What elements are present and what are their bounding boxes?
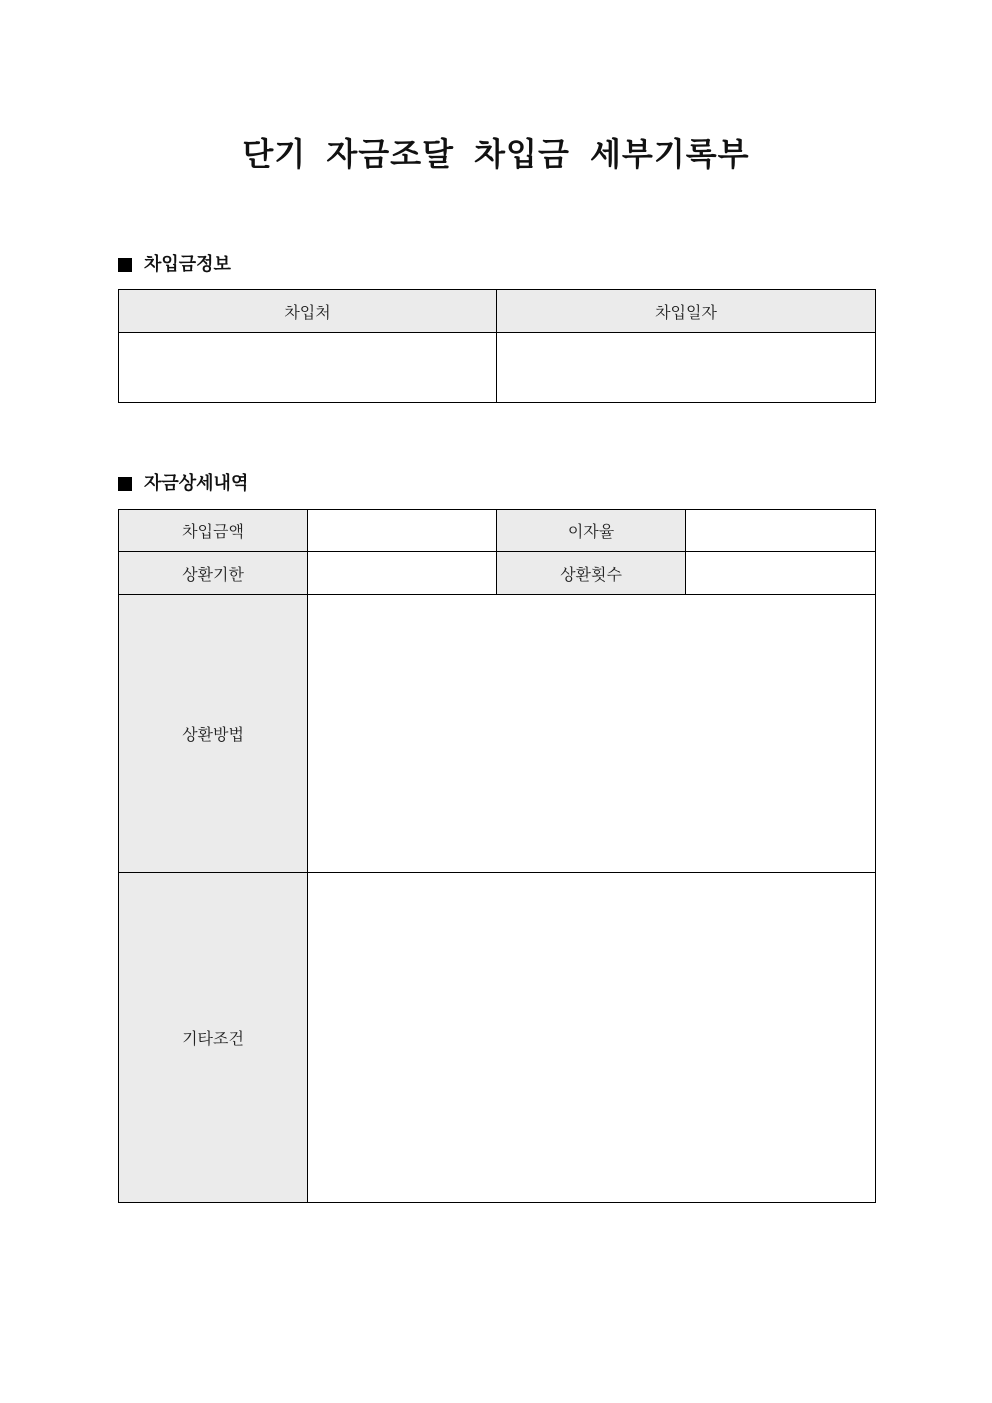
label-loan-amount: 차입금액: [119, 510, 308, 552]
header-lender: 차입처: [119, 290, 497, 333]
lender-field[interactable]: [119, 333, 497, 403]
borrowing-info-table: [118, 289, 876, 403]
other-terms-field[interactable]: [308, 873, 876, 1203]
label-repayment-method: 상환방법: [119, 595, 308, 873]
interest-rate-field[interactable]: [686, 510, 876, 552]
label-repayment-count: 상환횟수: [497, 552, 686, 595]
square-bullet-icon: [118, 258, 132, 272]
square-bullet-icon: [118, 477, 132, 491]
header-borrowing-date: 차입일자: [497, 290, 876, 333]
section-heading-borrowing-info: [118, 253, 231, 277]
loan-amount-field[interactable]: [308, 510, 497, 552]
label-interest-rate: 이자율: [497, 510, 686, 552]
repayment-deadline-field[interactable]: [308, 552, 497, 595]
repayment-count-field[interactable]: [686, 552, 876, 595]
page-title: 단기 자금조달 차입금 세부기록부: [242, 135, 750, 173]
section-heading-label: 자금상세내역: [144, 473, 249, 494]
repayment-method-field[interactable]: [308, 595, 876, 873]
section-heading-fund-details: [118, 472, 248, 496]
fund-details-table: [118, 509, 876, 1203]
label-other-terms: 기타조건: [119, 873, 308, 1203]
section-heading-label: 차입금정보: [144, 254, 231, 275]
borrowing-date-field[interactable]: [497, 333, 876, 403]
label-repayment-deadline: 상환기한: [119, 552, 308, 595]
